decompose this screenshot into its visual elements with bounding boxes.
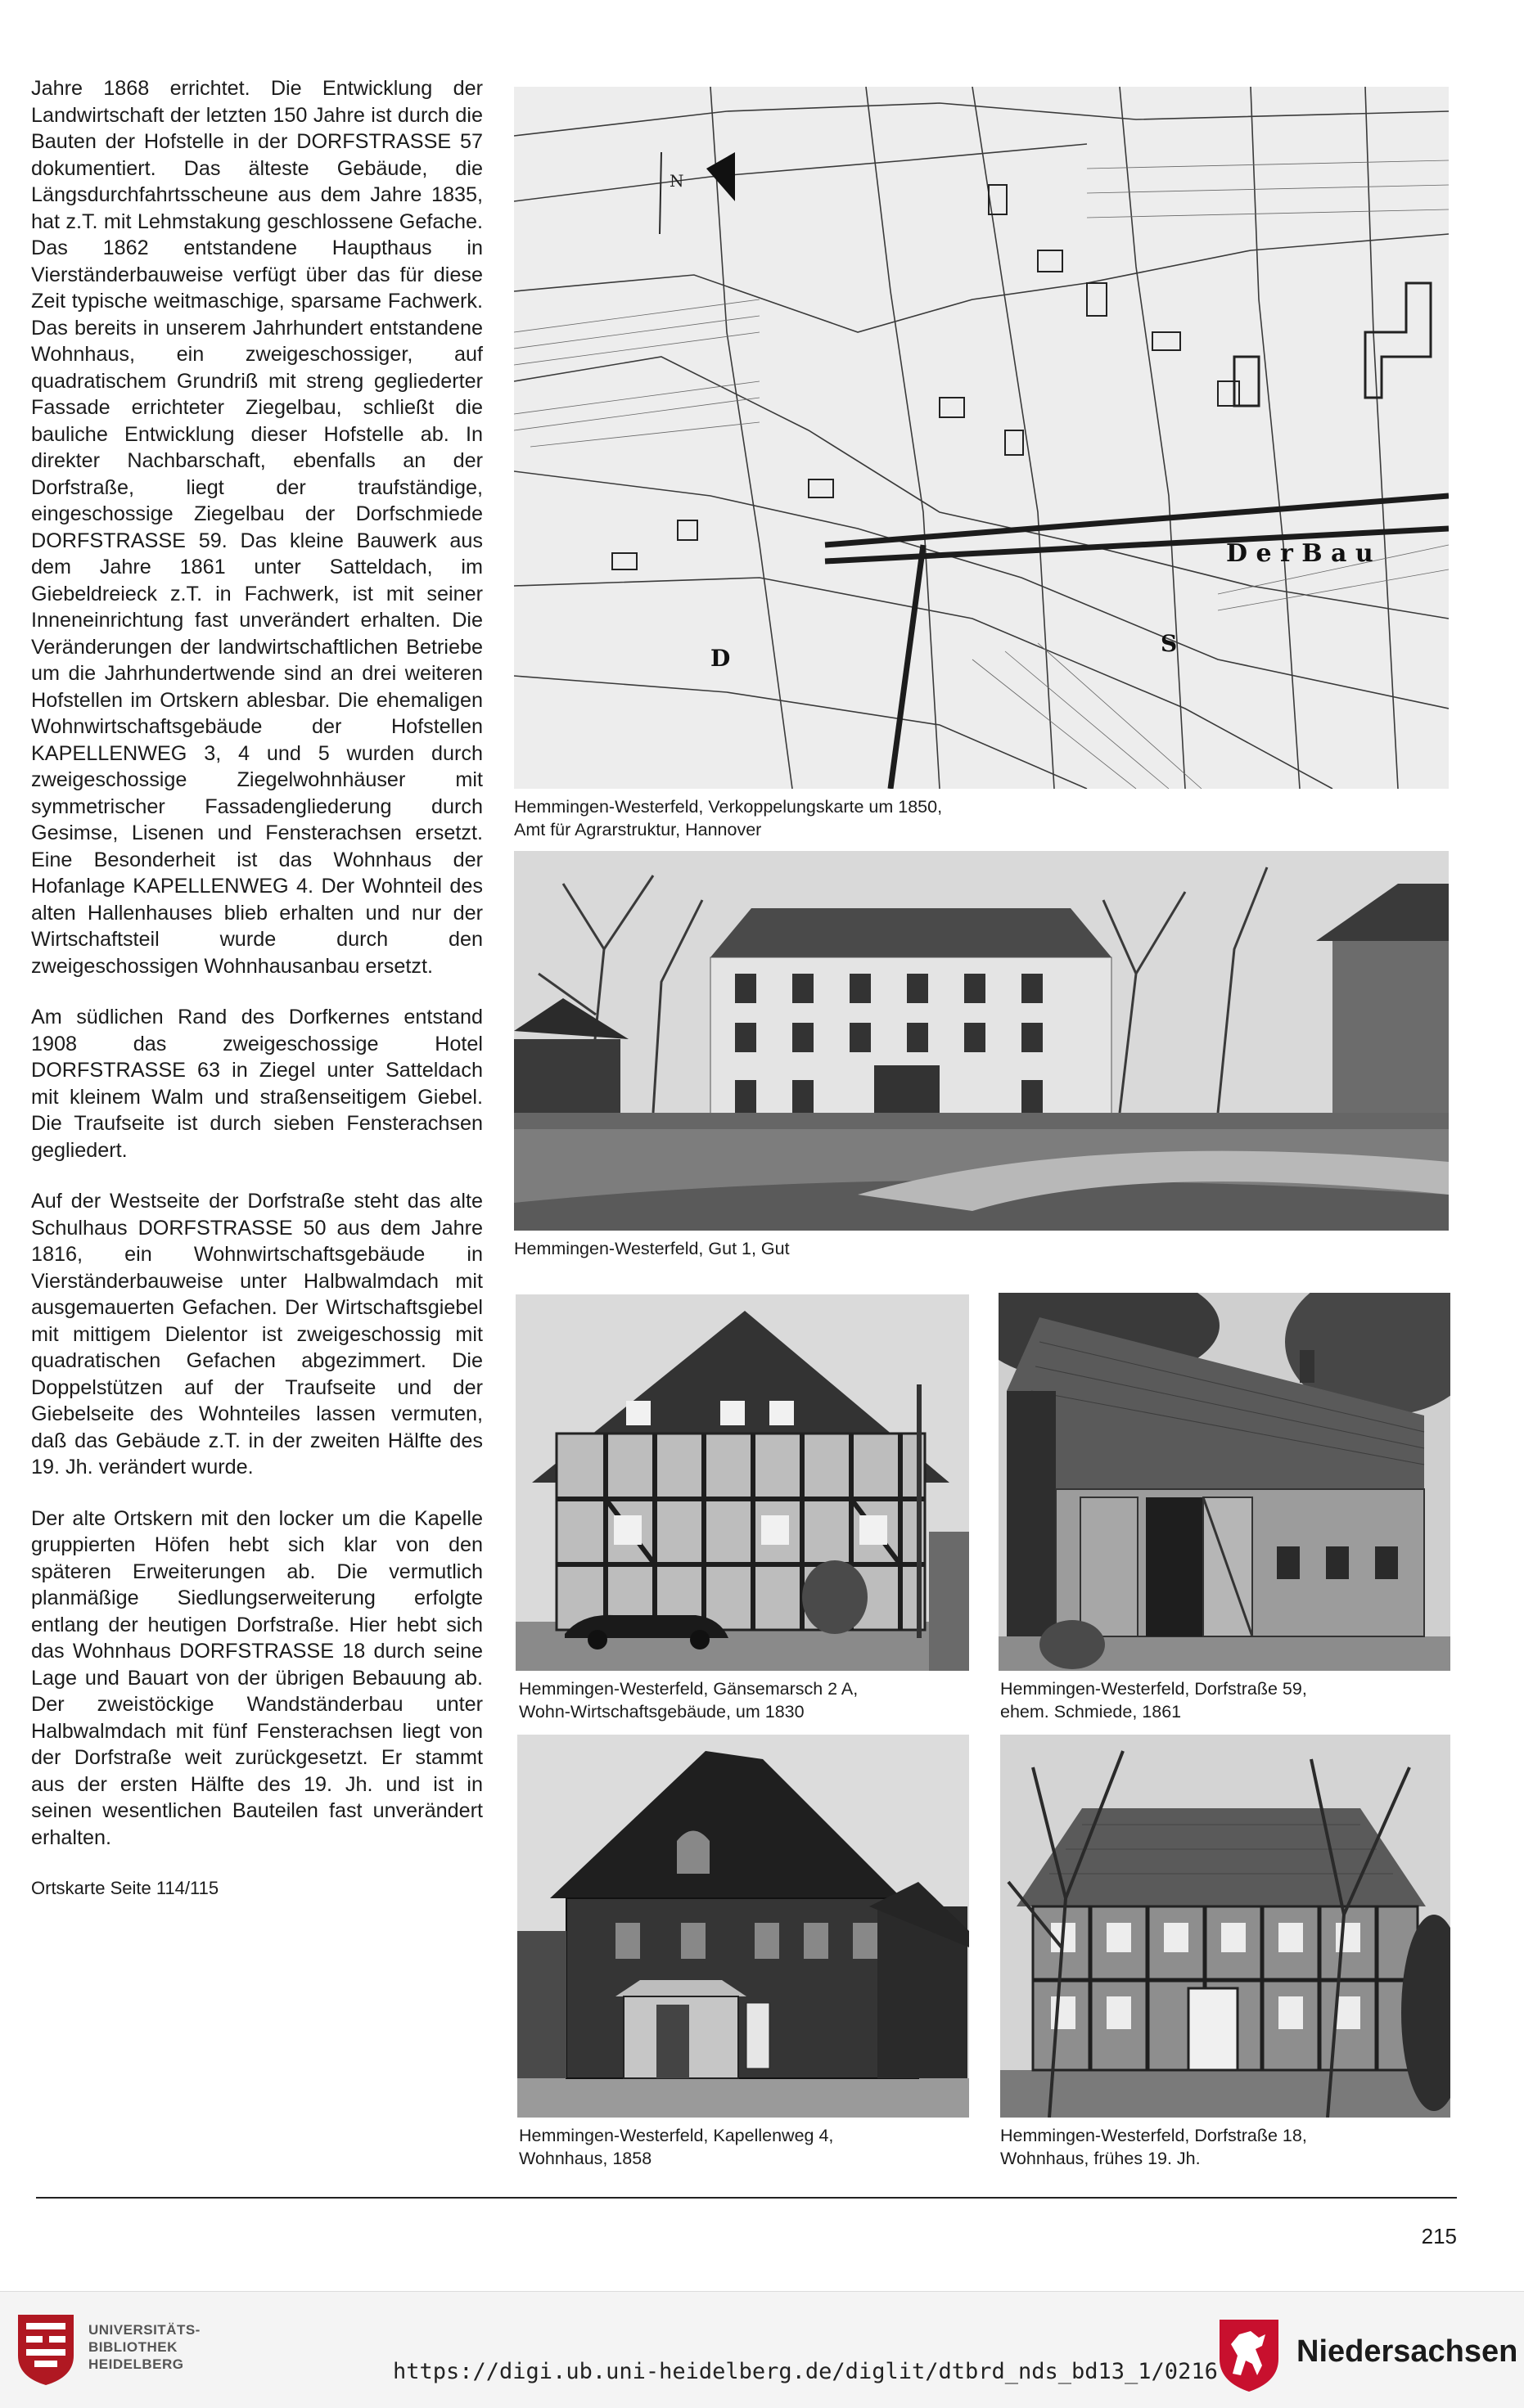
map-reference: Ortskarte Seite 114/115 (31, 1878, 219, 1898)
dorfstrasse18-photo (1000, 1735, 1450, 2118)
kapellenweg-caption: Hemmingen-Westerfeld, Kapellenweg 4, Wohnhaus, 1858 (519, 2126, 834, 2168)
map-road-label: D e r B a u (1226, 539, 1373, 568)
footer-rule (36, 2197, 1457, 2199)
page-number: 215 (1421, 2224, 1457, 2248)
paragraph-1: Jahre 1868 errichtet. Die Entwicklung der Landwirtschaft der letzten 150 Jahre ist durch die Bauten der Hofstelle in der DORFSTRASSE 57 dokumentiert. Das älteste Gebäude, die Längsdurchfahrtsscheune aus dem Jahre 1835, hat z.T. mit Lehmstakung geschlossene Gefache. Das 1862 entstandene Haupthaus in Vierständerbauweise verfügt über das für diese Zeit typische weitmaschige, sparsame Fachwerk. Das bereits in unserem Jahrhundert entstandene Wohnhaus, ein zweigeschossiger, auf quadratischem Grundriß mit streng gegliederter Fassade errichteter Ziegelbau, schließt die bauliche Entwicklung dieser Hofstelle ab. In direkter Nachbarschaft, ebenfalls an der Dorfstraße, liegt der traufständige, eingeschossige Ziegelbau der Dorfschmiede DORFSTRASSE 59. Das kleine Bauwerk aus dem Jahre 1861 unter Satteldach, im Giebeldreieck z.T. in Fachwerk, ist mit seiner Inneneinrichtung fast unverändert erhalten. Die Veränderungen der landwirtschaftlichen Betriebe um die Jahrhundertwende sind an drei weiteren Hofstellen im Ortskern ablesbar. Die ehemaligen Wohnwirtschaftsgebäude der Hofstellen KAPELLENWEG 3, 4 und 5 wurden durch zweigeschossige Ziegelwohnhäuser mit symmetrischer Fassadengliederung durch Gesimse, Lisenen und Fensterachsen ersetzt. Eine Besonderheit ist das Wohnhaus der Hofanlage KAPELLENWEG 4. Der Wohnteil des alten Hallenhauses blieb erhalten und nur der Wirtschaftsteil wurde durch den zweigeschossigen Wohnhausanbau ersetzt. (31, 77, 483, 978)
map-north-label: N (670, 171, 684, 191)
body-text-column (31, 75, 483, 1927)
gaensemarsch-photo (516, 1294, 969, 1671)
paragraph-2: Am südlichen Rand des Dorfkernes entstand 1908 das zweigeschossige Hotel DORFSTRASSE 63 in Ziegel unter Satteldach mit kleinem Walm und straßenseitigem Giebel. Die Traufseite ist durch sieben Fensterachsen gegliedert. (31, 1006, 483, 1162)
schmiede-photo (999, 1293, 1450, 1671)
university-library-name: UNIVERSITÄTS- BIBLIOTHEK HEIDELBERG (88, 2322, 201, 2372)
map-caption: Hemmingen-Westerfeld, Verkoppelungskarte um 1850, Amt für Agrarstruktur, Hannover (514, 797, 943, 839)
paragraph-4: Der alte Ortskern mit den locker um die Kapelle gruppierten Höfen hebt sich klar von den späteren Erweiterungen ab. Die vermutlich planmäßige Siedlungserweiterung erfolgte entlang der heutigen Dorfstraße. Hier hebt sich das Wohnhaus DORFSTRASSE 18 durch seine Lage und Bauart von der übrigen Bebauung ab. Der zweistöckige Wandständerbau unter Halbwalmdach mit fünf Fensterachsen liegt von der Dorfstraße weit zurückgesetzt. Er stammt aus der ersten Hälfte des 19. Jh. und ist in seinen wesentlichen Bauteilen fast unverändert erhalten. (31, 1506, 483, 1849)
kapellenweg-photo (517, 1735, 969, 2118)
viewer-footer (0, 2291, 1524, 2408)
historic-map-image (514, 87, 1449, 789)
paragraph-3: Auf der Westseite der Dorfstraße steht das alte Schulhaus DORFSTRASSE 50 aus dem Jahre 1816, ein Wohnwirtschaftsgebäude in Vierständerbauweise unter Halbwalmdach mit ausgemauerten Gefachen. Der Wirtschaftsgiebel mit mittigem Dielentor ist zweigeschossig mit quadratischen Gefachen abgezimmert. Die Doppelstützen auf der Traufseite und der Giebelseite des Wohnteiles lassen vermuten, daß das Gebäude z.T. in der zweiten Hälfte des 19. Jh. verändert wurde. (31, 1190, 483, 1479)
university-library-logo[interactable] (15, 2310, 77, 2388)
lower-saxony-horse-logo[interactable] (1215, 2316, 1283, 2395)
schmiede-caption: Hemmingen-Westerfeld, Dorfstraße 59, ehem. Schmiede, 1861 (1000, 1679, 1307, 1722)
map-letter-d: D (710, 645, 731, 672)
gut-caption: Hemmingen-Westerfeld, Gut 1, Gut (514, 1239, 790, 1258)
dorfstrasse18-caption: Hemmingen-Westerfeld, Dorfstraße 18, Wohnhaus, frühes 19. Jh. (1000, 2126, 1307, 2168)
state-name: Niedersachsen (1296, 2334, 1518, 2369)
map-letter-s: S (1161, 630, 1178, 657)
gaensemarsch-caption: Hemmingen-Westerfeld, Gänsemarsch 2 A, Wohn-Wirtschaftsgebäude, um 1830 (519, 1679, 859, 1722)
permalink-url[interactable]: https://digi.ub.uni-heidelberg.de/diglit/dtbrd_nds_bd13_1/0216 (393, 2359, 1218, 2384)
gut-photo (514, 851, 1449, 1231)
